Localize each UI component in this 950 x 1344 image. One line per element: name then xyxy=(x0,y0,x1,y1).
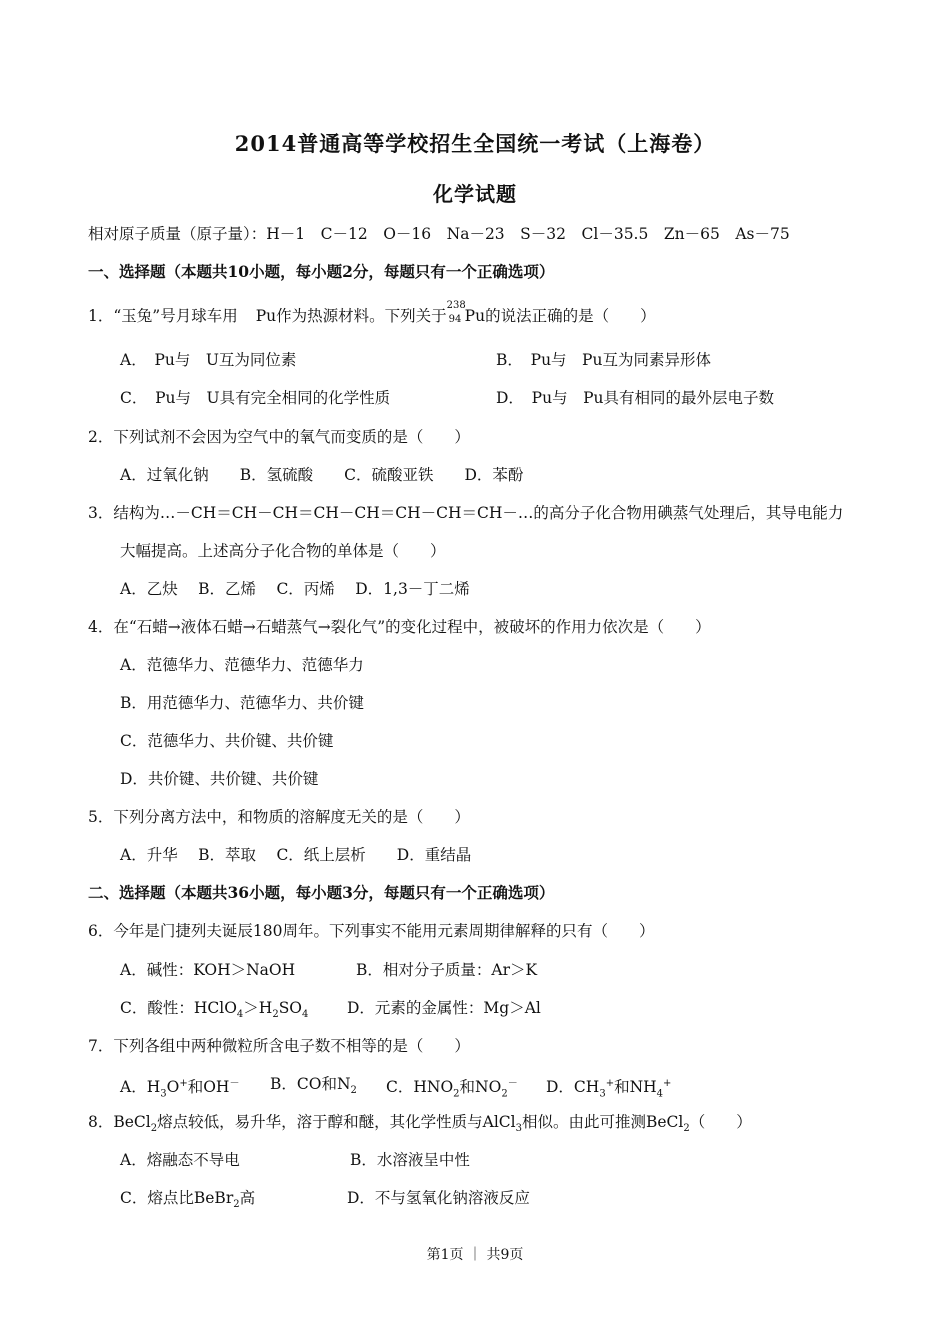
page-footer: 第1页 ｜ 共9页 xyxy=(426,1247,524,1263)
question-7-option-b: B．CO和$N_2$ xyxy=(270,1075,357,1097)
question-4-option-c: C．范德华力、共价键、共价键 xyxy=(120,732,334,750)
question-7-option-a: A．$H_3O^+$和OH－ xyxy=(120,1078,240,1100)
question-7-stem: 7．下列各组中两种微粒所含电子数不相等的是（ ） xyxy=(88,1037,470,1055)
question-1-option-d: D． Pu与 Pu具有相同的最外层电子数 xyxy=(496,389,775,407)
question-3-stem-cont: 大幅提高。上述高分子化合物的单体是（ ） xyxy=(120,542,446,560)
question-6-stem: 6．今年是门捷列夫诞辰180周年。下列事实不能用元素周期律解释的只有（ ） xyxy=(88,922,655,940)
question-4-option-b: B．用范德华力、范德华力、共价键 xyxy=(120,694,364,712)
question-1-option-a: A． Pu与 U互为同位素 xyxy=(120,351,297,369)
question-1-option-b: B． Pu与 Pu互为同素异形体 xyxy=(496,351,711,369)
section-1-heading: 一、选择题（本题共10小题，每小题2分，每题只有一个正确选项） xyxy=(88,262,555,281)
question-5-options: A．升华 B．萃取 C．纸上层析 D．重结晶 xyxy=(120,846,472,864)
question-7-option-c: C．$HNO_2$和$NO_2^-$ xyxy=(386,1078,518,1100)
section-2-heading: 二、选择题（本题共36小题，每小题3分，每题只有一个正确选项） xyxy=(88,883,555,902)
question-8-option-d: D．不与氢氧化钠溶液反应 xyxy=(347,1189,530,1207)
question-1-option-c: C． Pu与 U具有完全相同的化学性质 xyxy=(120,389,391,407)
question-7-option-d: D．$CH_3^+$和$NH_4^+$ xyxy=(546,1078,672,1100)
question-2-options: A．过氧化钠 B．氢硫酸 C．硫酸亚铁 D．苯酚 xyxy=(120,466,524,484)
question-6-option-a: A．碱性：KOH＞NaOH xyxy=(120,961,296,979)
question-2-stem: 2．下列试剂不会因为空气中的氧气而变质的是（ ） xyxy=(88,428,470,446)
nuclide-notation: 238 94 xyxy=(446,300,466,325)
question-1-stem: 1．“玉兔”号月球车用 Pu作为热源材料。下列关于 238 94 Pu的说法正确的是（ ） xyxy=(88,305,656,328)
question-6-option-c: C．酸性：$HClO_4>H_2SO_4$ xyxy=(120,999,309,1021)
question-4-option-d: D．共价键、共价键、共价键 xyxy=(120,770,319,788)
exam-title: 2014普通高等学校招生全国统一考试（上海卷） xyxy=(234,131,716,156)
question-3-stem: 3．结构为…－CH＝CH－CH＝CH－CH＝CH－CH＝CH－…的高分子化合物用碘蒸气处理后，其导电能力 xyxy=(88,504,844,522)
question-4-option-a: A．范德华力、范德华力、范德华力 xyxy=(120,656,364,674)
question-6-option-b: B．相对分子质量：Ar＞K xyxy=(356,961,538,979)
question-5-stem: 5．下列分离方法中，和物质的溶解度无关的是（ ） xyxy=(88,808,470,826)
question-8-option-c: C．熔点比BeBr$_2$高 xyxy=(120,1189,256,1211)
question-6-option-d: D．元素的金属性：Mg＞Al xyxy=(347,999,541,1017)
atomic-masses: 相对原子质量（原子量）：H－1 C－12 O－16 Na－23 S－32 Cl－35.5 Zn－65 As－75 xyxy=(88,225,790,243)
question-3-options: A．乙炔 B．乙烯 C．丙烯 D．1,3－丁二烯 xyxy=(120,580,470,598)
question-8-option-b: B．水溶液呈中性 xyxy=(350,1151,470,1169)
exam-subtitle: 化学试题 xyxy=(433,182,517,206)
question-8-stem: 8．BeCl$_2$熔点较低，易升华，溶于醇和醚，其化学性质与AlCl$_3$相似。由此可推测BeCl$_2$（ ） xyxy=(88,1113,752,1135)
question-4-stem: 4．在“石蜡→液体石蜡→石蜡蒸气→裂化气”的变化过程中，被破坏的作用力依次是（ ） xyxy=(88,618,711,636)
question-8-option-a: A．熔融态不导电 xyxy=(120,1151,240,1169)
